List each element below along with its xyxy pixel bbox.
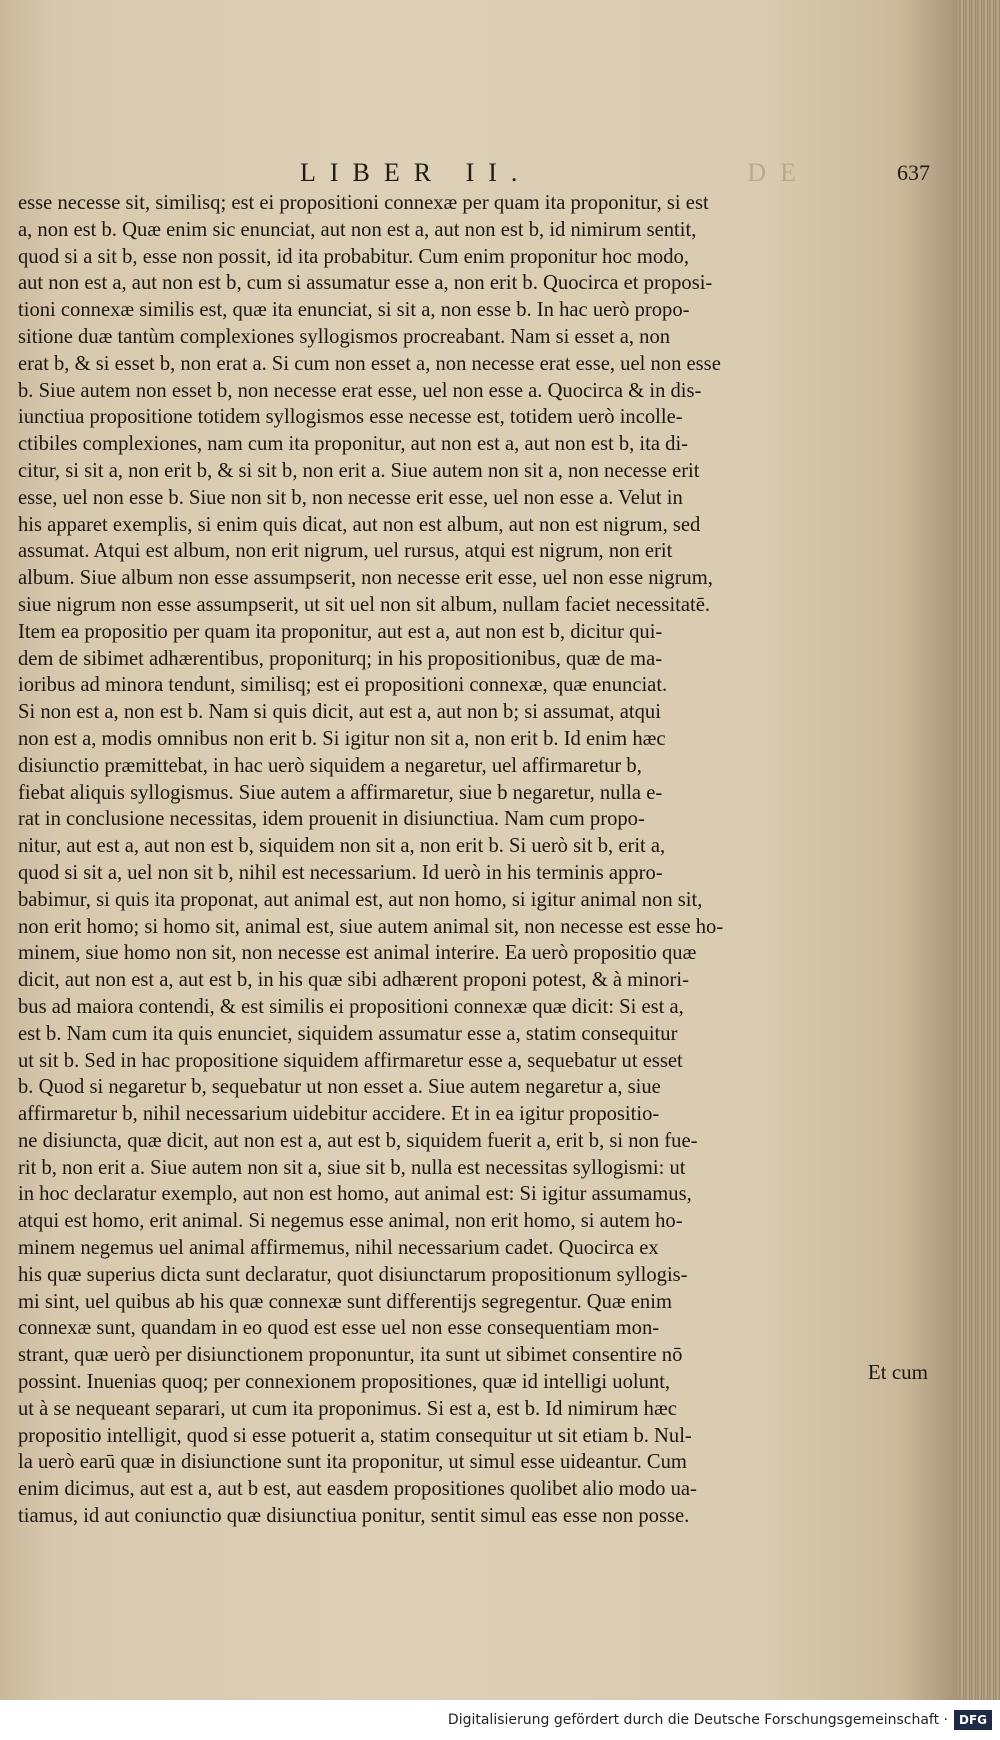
text-line: nitur, aut est a, aut non est b, siquidem non sit a, non erit b. Si uerò sit b, erit a,	[18, 835, 666, 858]
text-line: fiebat aliquis syllogismus. Siue autem a affirmaretur, siue b negaretur, nulla e-	[18, 781, 663, 804]
body-text	[18, 190, 930, 1530]
page-number: 637	[897, 160, 930, 185]
text-line: connexæ sunt, quandam in eo quod est esse uel non esse consequentiam mon-	[18, 1317, 660, 1340]
text-line: erat b, & si esset b, non erat a. Si cum non esset a, non necesse erat esse, uel non esse	[18, 352, 721, 375]
text-line: affirmaretur b, nihil necessarium uidebitur accidere. Et in ea igitur propositio-	[18, 1103, 660, 1126]
text-line: citur, si sit a, non erit b, & si sit b, non erit a. Siue autem non sit a, non necesse erit	[18, 459, 700, 482]
text-line: aut non est a, aut non est b, cum si assumatur esse a, non erit b. Quocirca et proposi-	[18, 272, 713, 295]
text-line: dicit, aut non est a, aut est b, in his quæ sibi adhærent proponi potest, & à minori-	[18, 969, 689, 992]
page-edge-stack	[958, 0, 1000, 1700]
text-line: sitione duæ tantùm complexiones syllogismos procreabant. Nam si esset a, non	[18, 325, 671, 348]
text-line: ne disiuncta, quæ dicit, aut non est a, aut est b, siquidem fuerit a, erit b, si non fue-	[18, 1129, 698, 1152]
page-header	[20, 158, 930, 188]
text-line: ctibiles complexiones, nam cum ita proponitur, aut non est a, aut non est b, ita di-	[18, 433, 689, 456]
text-line: non est a, modis omnibus non erit b. Si igitur non sit a, non erit b. Id enim hæc	[18, 727, 666, 750]
text-line: babimur, si quis ita proponat, aut animal est, aut non homo, si igitur animal non sit,	[18, 888, 703, 911]
text-line: b. Siue autem non esset b, non necesse erat esse, uel non esse a. Quocirca & in dis-	[18, 379, 702, 402]
catchword: Et cum	[867, 1360, 928, 1384]
show-through-word: DE	[747, 158, 810, 187]
text-line: mi sint, uel quibus ab his quæ connexæ sunt differentijs segregentur. Quæ enim	[18, 1290, 672, 1313]
text-line: esse necesse sit, similisq; est ei propositioni connexæ per quam ita proponitur, si est	[18, 192, 709, 214]
text-line: minem, siue homo non sit, non necesse est animal interire. Ea uerò propositio quæ	[18, 942, 697, 965]
dfg-logo: DFG	[954, 1710, 992, 1730]
digitization-footer	[0, 1700, 1000, 1740]
text-line: quod si sit a, uel non sit b, nihil est necessarium. Id uerò in his terminis appro-	[18, 861, 663, 884]
text-line: assumat. Atqui est album, non erit nigrum, uel rursus, atqui est nigrum, non erit	[18, 540, 673, 563]
text-line: non erit homo; si homo sit, animal est, siue autem animal sit, non necesse est esse ho-	[18, 915, 724, 938]
text-line: a, non est b. Quæ enim sic enunciat, aut non est a, aut non est b, id nimirum sentit,	[18, 218, 697, 241]
text-line: siue nigrum non esse assumpserit, ut sit uel non sit album, nullam faciet necessitatē.	[18, 593, 711, 616]
text-line: rat in conclusione necessitas, idem prouenit in disiunctiua. Nam cum propo-	[18, 808, 645, 831]
text-line: enim dicimus, aut est a, aut b est, aut easdem propositiones quolibet alio modo ua-	[18, 1478, 697, 1501]
text-line: ut sit b. Sed in hac propositione siquidem affirmaretur esse a, sequebatur ut esset	[18, 1049, 683, 1072]
funding-credit: Digitalisierung gefördert durch die Deutsche Forschungsgemeinschaft ·	[447, 1712, 948, 1728]
text-line: dem de sibimet adhærentibus, proponiturq; in his propositionibus, quæ de ma-	[18, 647, 663, 670]
text-line: quod si a sit b, esse non possit, id ita probabitur. Cum enim proponitur hoc modo,	[18, 245, 689, 268]
text-line: atqui est homo, erit animal. Si negemus esse animal, non erit homo, si autem ho-	[18, 1210, 683, 1233]
text-line: bus ad maiora contendi, & est similis ei propositioni connexæ quæ dicit: Si est a,	[18, 995, 684, 1018]
text-line: propositio intelligit, quod si esse potuerit a, statim consequitur ut sit etiam b. Nul-	[18, 1424, 692, 1447]
text-line: tiamus, id aut coniunctio quæ disiunctiua ponitur, sentit simul eas esse non posse.	[18, 1505, 690, 1528]
text-line: strant, quæ uerò per disiunctionem proponuntur, ita sunt ut sibimet consentire nō	[18, 1344, 683, 1367]
text-line: tioni connexæ similis est, quæ ita enunciat, si sit a, non esse b. In hac uerò propo-	[18, 299, 690, 322]
text-line: Si non est a, non est b. Nam si quis dicit, aut est a, aut non b; si assumat, atqui	[18, 701, 661, 724]
text-line: ioribus ad minora tendunt, similisq; est ei propositioni connexæ, quæ enunciat.	[18, 674, 668, 697]
text-line: his quæ superius dicta sunt declaratur, quot disiunctarum propositionum syllogis-	[18, 1263, 688, 1286]
text-line: possint. Inuenias quoq; per connexionem propositiones, quæ id intelligi uolunt,	[18, 1371, 671, 1394]
running-head: LIBER II.	[300, 158, 532, 187]
text-line: rit b, non erit a. Siue autem non sit a, siue sit b, nulla est necessitas syllogismi: ut	[18, 1156, 686, 1179]
text-line: Item ea propositio per quam ita proponitur, aut est a, aut non est b, dicitur qui-	[18, 620, 663, 643]
text-line: ut à se nequeant separari, ut cum ita proponimus. Si est a, est b. Id nimirum hæc	[18, 1397, 677, 1420]
text-line: album. Siue album non esse assumpserit, non necesse erit esse, uel non esse nigrum,	[18, 567, 713, 590]
text-line: iunctiua propositione totidem syllogismos esse necesse est, totidem uerò incolle-	[18, 406, 683, 429]
text-line: minem negemus uel animal affirmemus, nihil necessarium cadet. Quocirca ex	[18, 1237, 659, 1260]
text-line: b. Quod si negaretur b, sequebatur ut non esset a. Siue autem negaretur a, siue	[18, 1076, 661, 1099]
text-line: disiunctio præmittebat, in hac uerò siquidem a negaretur, uel affirmaretur b,	[18, 754, 642, 777]
text-line: la uerò earū quæ in disiunctione sunt ita proponitur, ut simul esse uideantur. Cum	[18, 1451, 687, 1474]
text-line: in hoc declaratur exemplo, aut non est homo, aut animal est: Si igitur assumamus,	[18, 1183, 692, 1206]
text-line: his apparet exemplis, si enim quis dicat, aut non est album, aut non est nigrum, sed	[18, 513, 701, 536]
text-line: est b. Nam cum ita quis enunciet, siquidem assumatur esse a, statim consequitur	[18, 1022, 678, 1045]
text-line: esse, uel non esse b. Siue non sit b, non necesse erit esse, uel non esse a. Velut in	[18, 486, 683, 509]
